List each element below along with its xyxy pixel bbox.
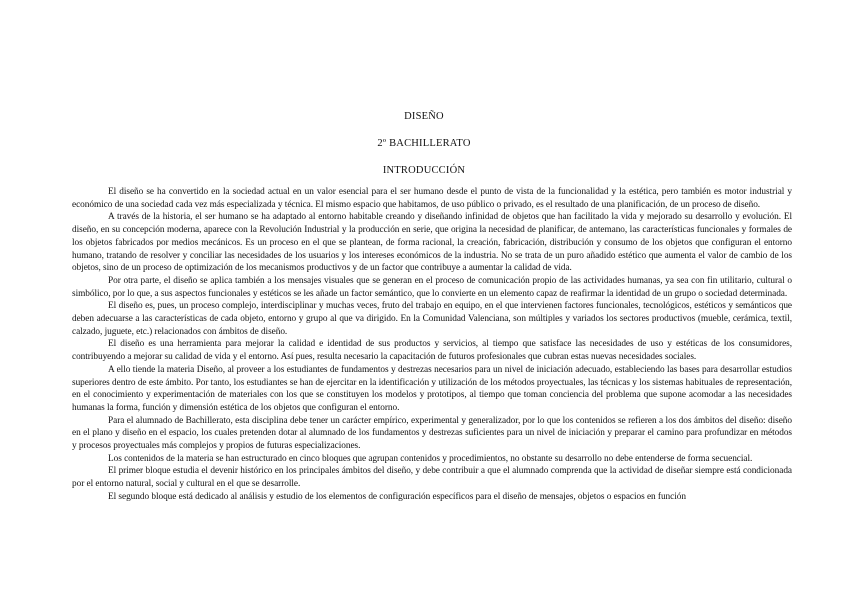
paragraph: El diseño se ha convertido en la sociedad actual en un valor esencial para el ser humano desde el punto de vista de la funcionalidad y la estética, pero también es motor industrial y económico de una sociedad cada vez más especializada y técnica. El mismo espacio que habitamos, de uso público o privado, es el resultado de una planificación, de un proceso de diseño. [72, 187, 792, 210]
paragraph: El diseño es, pues, un proceso complejo, interdisciplinar y muchas veces, fruto del trabajo en equipo, en el que intervienen factores funcionales, tecnológicos, estéticos y semánticos que deben adecuarse a las características de cada objeto, entorno y grupo al que va dirigido. En la Comunidad Valenciana, son múltiples y variados los sectores productivos (mueble, cerámica, textil, calzado, juguete, etc.) relacionados con ámbitos de diseño. [72, 301, 792, 337]
paragraph: Los contenidos de la materia se han estructurado en cinco bloques que agrupan contenidos y procedimientos, no obstante su desarrollo no debe entenderse de forma secuencial. [108, 453, 753, 464]
section-heading: INTRODUCCIÓN [382, 165, 466, 176]
paragraph: El segundo bloque está dedicado al análisis y estudio de los elementos de configuración específicos para el diseño de mensajes, objetos o espacios en función [108, 491, 686, 502]
document-title: DISEÑO [404, 111, 444, 122]
paragraph: El diseño es una herramienta para mejorar la calidad e identidad de sus productos y servicios, al tiempo que satisface las necesidades de uso y estéticas de los consumidores, contribuyendo a mejorar su calidad de vida y el entorno. Así pues, resulta necesario la capacitación de futuros profesionales que cubran estas nuevas necesidades sociales. [72, 339, 792, 363]
document-header [0, 111, 848, 192]
document-subtitle: 2º BACHILLERATO [377, 138, 471, 149]
paragraph: Por otra parte, el diseño se aplica también a los mensajes visuales que se generan en el proceso de comunicación propio de las actividades humanas, ya sea con fin utilitario, cultural o simbólico, por lo que, a sus aspectos funcionales y estéticos se les añade un factor semántico, que lo convierte en un elemento capaz de reafirmar la identidad de un grupo o sociedad determinada. [72, 275, 792, 299]
paragraph: A través de la historia, el ser humano se ha adaptado al entorno habitable creando y diseñando infinidad de objetos que han facilitado la vida y mejorado su desarrollo y evolución. El diseño, en su concepción moderna, aparece con la Revolución Industrial y la producción en serie, que origina la necesidad de planificar, de antemano, las características funcionales y formales de los objetos fabricados por medios mecánicos. Es un proceso en el que se plantean, de forma racional, la creación, fabricación, distribución y consumo de los objetos que configuran el entorno humano, tratando de resolver y conciliar las necesidades de los usuarios y los intereses económicos de la industria. No se trata de un puro añadido estético que aumenta el valor de cambio de los objetos, sino de un proceso de optimización de los mecanismos productivos y de un factor que contribuye a aumentar la calidad de vida. [72, 212, 792, 274]
paragraph: A ello tiende la materia Diseño, al proveer a los estudiantes de fundamentos y destrezas necesarios para un nivel de iniciación adecuado, estableciendo las bases para desarrollar estudios superiores dentro de este ámbito. Por tanto, los estudiantes se han de ejercitar en la identificación y utilización de los métodos proyectuales, las técnicas y los sistemas habituales de representación, en el conocimiento y experimentación de materiales con los que se constituyen los modelos y prototipos, al tiempo que toman conciencia del problema que supone acomodar a las necesidades humanas la forma, función y dimensión estética de los objetos que configuran el entorno. [72, 364, 792, 413]
paragraph: El primer bloque estudia el devenir histórico en los principales ámbitos del diseño, y debe contribuir a que el alumnado comprenda que la actividad de diseñar siempre está condicionada por el entorno natural, social y cultural en el que se desarrolle. [72, 466, 792, 490]
document-body [72, 186, 792, 504]
paragraph: Para el alumnado de Bachillerato, esta disciplina debe tener un carácter empírico, experimental y generalizador, por lo que los contenidos se refieren a los dos ámbitos del diseño: diseño en el plano y diseño en el espacio, los cuales pretenden dotar al alumnado de los fundamentos y destrezas suficientes para un nivel de iniciación y preparar el camino para profundizar en métodos y procesos proyectuales más complejos y propios de futuras especializaciones. [72, 415, 792, 452]
